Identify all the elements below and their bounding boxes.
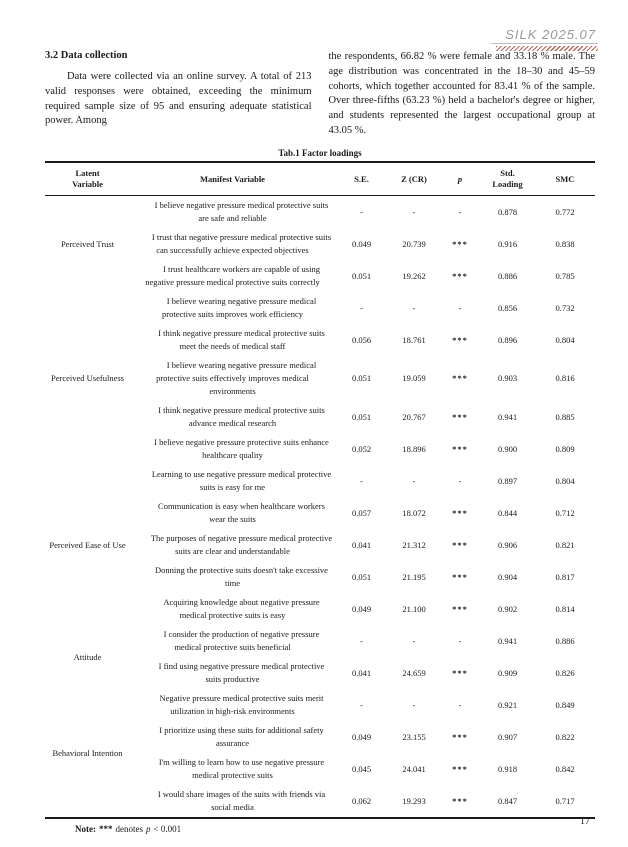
smc-cell: 0.822 [555, 731, 575, 742]
smc-cell: 0.838 [555, 238, 575, 249]
p-cell: *** [452, 539, 468, 550]
right-column [329, 50, 596, 139]
z-cell: 19.262 [402, 270, 426, 281]
latent-variable-cell: Attitude [73, 651, 102, 662]
std-loading-cell: 0.907 [497, 731, 518, 742]
se-cell: 0.051 [351, 411, 372, 422]
latent-variable-cell: Perceived Ease of Use [49, 539, 126, 550]
se-cell: 0.041 [351, 539, 372, 550]
std-loading-cell: 0.897 [497, 475, 518, 486]
manifest-cell: I think negative pressure medical protective suits meet the needs of medical staff [158, 328, 325, 352]
se-cell: - [360, 635, 363, 646]
std-loading-cell: 0.904 [497, 571, 518, 582]
table-note [75, 824, 595, 834]
manifest-cell: I trust healthcare workers are capable of using negative pressure medical protective suits correctly [145, 264, 320, 288]
manifest-cell: I would share images of the suits with friends via social media [157, 789, 326, 813]
note-threshold: < 0.001 [153, 824, 182, 835]
p-cell: *** [452, 334, 468, 345]
smc-cell: 0.826 [555, 667, 575, 678]
p-cell: *** [452, 731, 468, 742]
manifest-cell: I trust that negative pressure medical protective suits can successfully achieve expected objectives [151, 232, 332, 256]
table-row [45, 689, 595, 721]
smc-cell: 0.821 [555, 539, 575, 550]
z-cell: - [412, 635, 416, 646]
body-paragraph-left: Data were collected via an online survey. A total of 213 valid responses were obtained, exceeding the minimum required sample size of 95 and ensuring adequate statistical power. Among [45, 71, 312, 127]
p-cell: *** [452, 443, 468, 454]
manifest-cell: Acquiring knowledge about negative pressure medical protective suits is easy [163, 597, 320, 621]
std-loading-cell: 0.847 [497, 795, 518, 806]
manifest-cell: I'm willing to learn how to use negative pressure medical protective suits [158, 757, 325, 781]
z-cell: 20.739 [402, 238, 426, 249]
smc-cell: 0.816 [555, 373, 575, 384]
p-cell: *** [452, 270, 468, 281]
std-loading-cell: 0.902 [497, 603, 518, 614]
journal-title: SILK 2025.07 [491, 27, 598, 44]
se-cell: 0.056 [351, 334, 372, 345]
z-cell: 18.896 [402, 443, 426, 454]
smc-cell: 0.717 [555, 795, 575, 806]
se-cell: - [360, 206, 363, 217]
manifest-cell: I consider the production of negative pressure medical protective suits beneficial [163, 629, 320, 653]
z-cell: - [412, 475, 416, 486]
std-loading-cell: 0.916 [497, 238, 518, 249]
p-cell: *** [452, 411, 468, 422]
manifest-cell: I believe negative pressure medical protective suits are safe and reliable [154, 200, 329, 224]
note-text: denotes [115, 824, 143, 835]
se-cell: 0.049 [351, 603, 372, 614]
std-loading-cell: 0.886 [497, 270, 518, 281]
note-stars: *** [99, 824, 113, 835]
table-row [45, 292, 595, 324]
section-heading: 3.2 Data collection [45, 50, 128, 61]
se-cell: 0.051 [351, 270, 372, 281]
z-cell: 18.072 [402, 507, 426, 518]
header-se: S.E. [335, 162, 388, 196]
se-cell: 0.049 [351, 731, 372, 742]
p-cell: - [458, 699, 462, 710]
manifest-cell: The purposes of negative pressure medical protective suits are clear and understandable [150, 533, 333, 557]
smc-cell: 0.886 [555, 635, 575, 646]
header-latent-variable: Latent Variable [45, 162, 130, 196]
p-cell: *** [452, 507, 468, 518]
p-cell: - [458, 302, 462, 313]
table-header-row [45, 162, 595, 196]
std-loading-cell: 0.909 [497, 667, 518, 678]
header-p: p [440, 162, 480, 196]
se-cell: 0.052 [351, 443, 372, 454]
p-cell: *** [452, 667, 468, 678]
manifest-cell: I prioritize using these suits for additional safety assurance [159, 725, 324, 749]
std-loading-cell: 0.878 [497, 206, 518, 217]
std-loading-cell: 0.856 [497, 302, 518, 313]
se-cell: - [360, 475, 363, 486]
z-cell: 18.761 [402, 334, 426, 345]
table-row [45, 196, 595, 229]
manifest-cell: I believe wearing negative pressure medical protective suits improves work efficiency [162, 296, 317, 320]
z-cell: 19.293 [402, 795, 426, 806]
journal-masthead [491, 26, 598, 51]
smc-cell: 0.804 [555, 334, 575, 345]
std-loading-cell: 0.906 [497, 539, 518, 550]
z-cell: 20.767 [402, 411, 426, 422]
p-cell: *** [452, 238, 468, 249]
page-content [45, 0, 595, 834]
body-paragraph-right: the respondents, 66.82 % were female and 33.18 % male. The age distribution was concentrated in the 18–30 and 45–59 cohorts, which together accounted for 83.41 % of the sample. Over three-fifths (63.23 %) held a bachelor's degree or higher, and students represented the largest occupational group at 43.05 %. [328, 51, 595, 136]
p-cell: *** [452, 603, 468, 614]
header-smc: SMC [535, 162, 595, 196]
header-std-loading: Std. Loading [480, 162, 535, 196]
z-cell: - [412, 699, 416, 710]
std-loading-cell: 0.941 [497, 635, 518, 646]
smc-cell: 0.842 [555, 763, 575, 774]
manifest-cell: Learning to use negative pressure medical protective suits is easy for me [151, 469, 332, 493]
manifest-cell: I believe negative pressure protective suits enhance healthcare quality [154, 437, 329, 461]
z-cell: 21.312 [402, 539, 426, 550]
manifest-cell: I believe wearing negative pressure medical protective suits effectively improves medical environments [156, 360, 317, 397]
p-cell: *** [452, 373, 468, 384]
manifest-cell: I find using negative pressure medical protective suits productive [158, 661, 325, 685]
table-row [45, 625, 595, 657]
std-loading-cell: 0.903 [497, 373, 518, 384]
z-cell: 21.195 [402, 571, 426, 582]
table-row [45, 465, 595, 497]
latent-variable-cell: Behavioral Intention [52, 747, 123, 758]
note-label: Note: [75, 824, 96, 835]
smc-cell: 0.785 [555, 270, 575, 281]
std-loading-cell: 0.921 [497, 699, 518, 710]
z-cell: 23.155 [402, 731, 426, 742]
note-p-symbol: p [146, 824, 151, 835]
smc-cell: 0.804 [555, 475, 575, 486]
smc-cell: 0.817 [555, 571, 575, 582]
std-loading-cell: 0.941 [497, 411, 518, 422]
left-column [45, 50, 312, 139]
std-loading-cell: 0.900 [497, 443, 518, 454]
smc-cell: 0.732 [555, 302, 575, 313]
se-cell: 0.057 [351, 507, 372, 518]
smc-cell: 0.885 [555, 411, 575, 422]
se-cell: 0.051 [351, 373, 372, 384]
manifest-cell: I think negative pressure medical protective suits advance medical research [158, 405, 325, 429]
smc-cell: 0.772 [555, 206, 575, 217]
hatched-stripe-decoration [496, 46, 598, 51]
smc-cell: 0.712 [555, 507, 575, 518]
std-loading-cell: 0.896 [497, 334, 518, 345]
z-cell: - [412, 206, 416, 217]
se-cell: - [360, 699, 363, 710]
page-number: 17 [580, 816, 590, 827]
z-cell: 21.100 [402, 603, 426, 614]
header-manifest-variable: Manifest Variable [130, 162, 335, 196]
std-loading-cell: 0.844 [497, 507, 518, 518]
se-cell: - [360, 302, 363, 313]
factor-loadings-table [45, 161, 595, 820]
se-cell: 0.062 [351, 795, 372, 806]
smc-cell: 0.809 [555, 443, 575, 454]
latent-variable-cell: Perceived Trust [60, 238, 115, 249]
p-cell: - [458, 635, 462, 646]
manifest-cell: Donning the protective suits doesn't take excessive time [155, 565, 328, 589]
p-cell: *** [452, 571, 468, 582]
se-cell: 0.045 [351, 763, 372, 774]
std-loading-cell: 0.918 [497, 763, 518, 774]
two-column-text [45, 0, 595, 139]
se-cell: 0.041 [351, 667, 372, 678]
p-cell: - [458, 475, 462, 486]
z-cell: 19.059 [402, 373, 426, 384]
manifest-cell: Negative pressure medical protective suits merit utilization in high-risk environments [159, 693, 324, 717]
p-cell: *** [452, 763, 468, 774]
table-caption: Tab.1 Factor loadings [278, 147, 362, 158]
z-cell: - [412, 302, 416, 313]
latent-variable-cell: Perceived Usefulness [51, 373, 124, 384]
header-z-cr: Z (CR) [388, 162, 440, 196]
se-cell: 0.051 [351, 571, 372, 582]
z-cell: 24.659 [402, 667, 426, 678]
manifest-cell: Communication is easy when healthcare workers wear the suits [158, 501, 325, 525]
smc-cell: 0.814 [555, 603, 575, 614]
z-cell: 24.041 [402, 763, 426, 774]
p-cell: - [458, 206, 462, 217]
p-cell: *** [452, 795, 468, 806]
se-cell: 0.049 [351, 238, 372, 249]
smc-cell: 0.849 [555, 699, 575, 710]
